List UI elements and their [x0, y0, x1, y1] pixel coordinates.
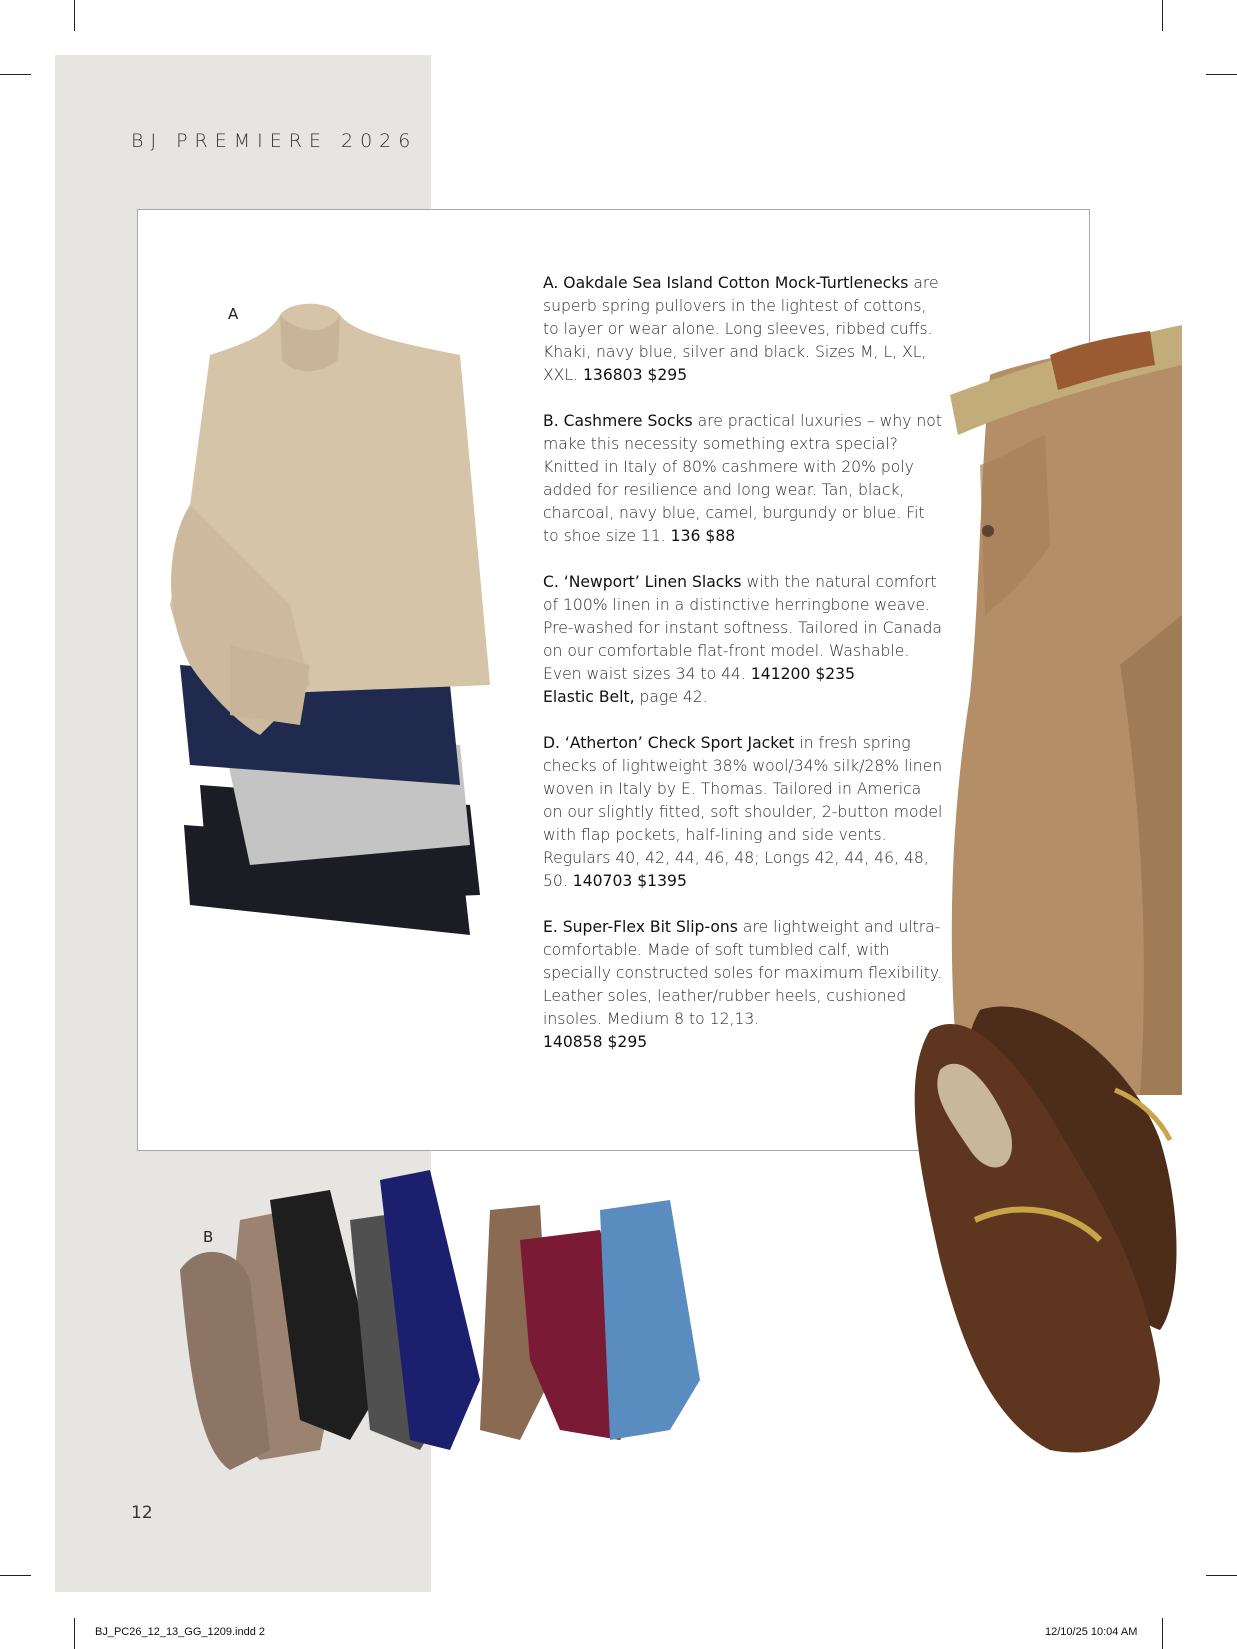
- sweaters-image: [170, 305, 510, 965]
- cross-reference-text: page 42.: [639, 688, 708, 706]
- product-desc: in fresh spring checks of lightweight 38% wool/34% silk/28% linen woven in Italy by E. Thomas. Tailored in America on our slightly fitted, soft shoulder, 2-button model with flap pockets, half-lining and side vents. Regulars 40, 42, 44, 46, 48; Longs 42, 44, 46, 48, 50.: [543, 734, 943, 890]
- product-name: A. Oakdale Sea Island Cotton Mock-Turtlenecks: [543, 274, 909, 292]
- product-price: 136 $88: [670, 527, 736, 545]
- crop-mark: [74, 1618, 75, 1649]
- slug-timestamp: 12/10/25 10:04 AM: [1045, 1626, 1138, 1638]
- product-desc: are superb spring pullovers in the lightest of cottons, to layer or wear alone. Long sleeves, ribbed cuffs. Khaki, navy blue, silver and black. Sizes M, L, XL, XXL.: [543, 274, 939, 384]
- product-desc: are lightweight and ultra-comfortable. Made of soft tumbled calf, with specially constructed soles for maximum flexibility. Leather soles, leather/rubber heels, cushioned insoles. Medium 8 to 12,13.: [543, 918, 942, 1028]
- catalog-header: BJ PREMIERE 2026: [131, 130, 418, 152]
- product-desc: are practical luxuries – why not make this necessity something extra special? Knitted in Italy of 80% cashmere with 20% poly added for resilience and long wear. Tan, black, charcoal, navy blue, camel, burgundy or blue. Fit to shoe size 11.: [543, 412, 942, 545]
- product-e: [543, 916, 943, 1054]
- product-name: D. ‘Atherton’ Check Sport Jacket: [543, 734, 795, 752]
- product-name: E. Super-Flex Bit Slip-ons: [543, 918, 738, 936]
- slug-filename: BJ_PC26_12_13_GG_1209.indd 2: [95, 1626, 266, 1638]
- product-price: 141200 $235: [750, 665, 856, 683]
- crop-mark: [0, 1575, 31, 1576]
- slacks-image: [950, 295, 1182, 1095]
- product-d: [543, 732, 943, 893]
- crop-mark: [1162, 1618, 1163, 1649]
- cross-reference-label: Elastic Belt,: [543, 688, 635, 706]
- crop-mark: [0, 74, 31, 75]
- product-c: [543, 571, 943, 709]
- socks-image: [180, 1180, 780, 1470]
- product-price: 140703 $1395: [572, 872, 687, 890]
- product-name: C. ‘Newport’ Linen Slacks: [543, 573, 742, 591]
- crop-mark: [74, 0, 75, 31]
- crop-mark: [1206, 74, 1237, 75]
- item-label-b: B: [203, 1228, 214, 1246]
- page-number: 12: [131, 1503, 153, 1523]
- product-b: [543, 410, 943, 548]
- product-desc: with the natural comfort of 100% linen in a distinctive herringbone weave. Pre-washed for instant softness. Tailored in Canada on our comfortable flat-front model. Washable. Even waist sizes 34 to 44.: [543, 573, 942, 683]
- product-price: 140858 $295: [543, 1033, 648, 1051]
- item-label-a: A: [228, 305, 239, 323]
- crop-mark: [1162, 0, 1163, 31]
- product-name: B. Cashmere Socks: [543, 412, 693, 430]
- product-price: 136803 $295: [582, 366, 688, 384]
- product-a: [543, 272, 943, 387]
- product-copy: [543, 272, 943, 1077]
- crop-mark: [1206, 1575, 1237, 1576]
